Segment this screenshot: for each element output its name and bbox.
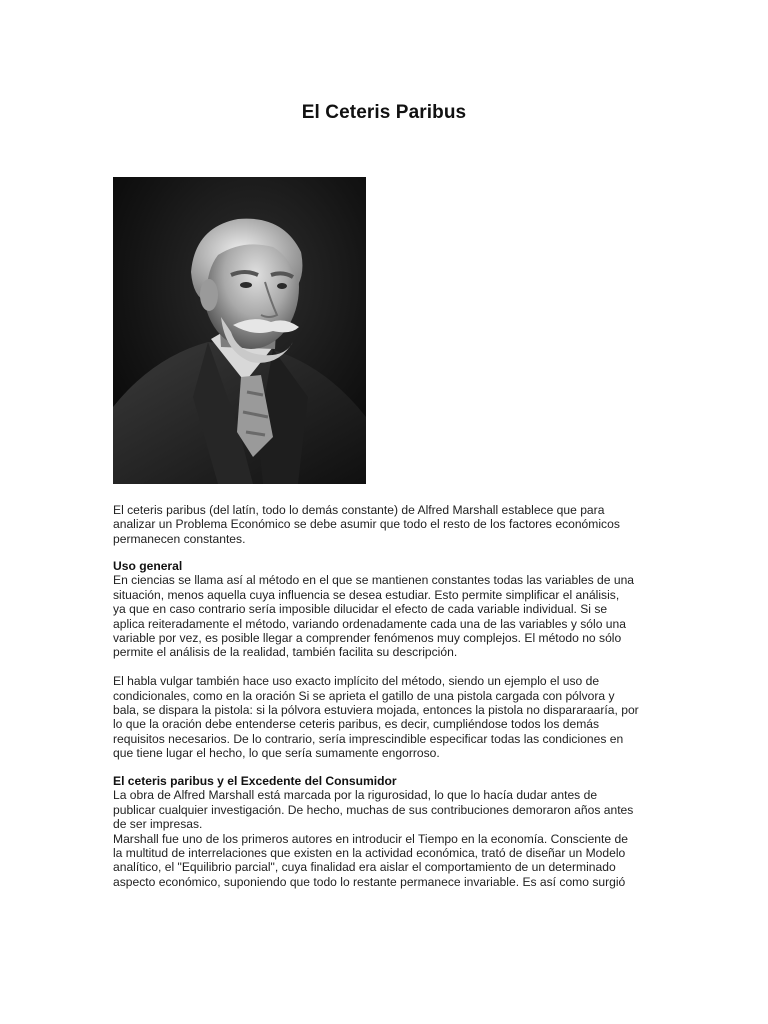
section-uso-general: [113, 559, 658, 761]
text-line: la multitud de interrelaciones que existen en la actividad económica, trató de diseñar un Modelo: [113, 846, 626, 861]
text-line: bala, se dispara la pistola: si la pólvora estuviera mojada, entonces la pistola no dispararaaría, por: [113, 703, 639, 718]
text-line: situación, menos aquella cuya influencia se desea estudiar. Esto permite simplificar el análisis,: [113, 587, 620, 602]
text-line: permanecen constantes.: [113, 531, 246, 546]
section-heading: Uso general: [113, 559, 183, 573]
text-line: aspecto económico, suponiendo que todo lo restante permanece invariable. Es así como surgió: [113, 874, 626, 889]
intro-paragraph: [113, 503, 658, 546]
text-line: requisitos necesarios. De lo contrario, sería imprescindible especificar todas las condiciones en: [113, 731, 624, 746]
text-line: El habla vulgar también hace uso exacto implícito del método, siendo un ejemplo el uso de: [113, 674, 600, 689]
section-excedente-consumidor: [113, 774, 658, 889]
document-title: El Ceteris Paribus: [301, 102, 467, 123]
text-line: aplica reiteradamente el método, variando ordenadamente cada una de las variables y sólo una: [113, 616, 626, 631]
text-line: analizar un Problema Económico se debe asumir que todo el resto de los factores económicos: [113, 517, 620, 532]
text-line: lo que la oración debe entenderse ceteris paribus, es decir, cumpliéndose todos los demás: [113, 717, 600, 732]
text-line: ya que en caso contrario sería imposible dilucidar el efecto de cada variable individual. Si se: [113, 602, 608, 617]
section-heading: El ceteris paribus y el Excedente del Consumidor: [113, 774, 397, 788]
text-line: Marshall fue uno de los primeros autores en introducir el Tiempo en la economía. Consciente de: [113, 831, 628, 846]
text-line: que tiene lugar el hecho, lo que sería sumamente engorroso.: [113, 746, 440, 761]
text-line: variable por vez, es posible llegar a comprender fenómenos muy complejos. El método no sólo: [113, 631, 622, 646]
text-line: permite el análisis de la realidad, también facilita su descripción.: [113, 645, 458, 660]
text-line: de ser impresas.: [113, 817, 203, 832]
text-line: La obra de Alfred Marshall está marcada por la rigurosidad, lo que lo hacía dudar antes de: [113, 788, 598, 803]
text-line: condicionales, como en la oración Si se aprieta el gatillo de una pistola cargada con pólvora y: [113, 688, 615, 703]
text-line: analítico, el "Equilibrio parcial", cuya finalidad era aislar el comportamiento de un determinado: [113, 860, 616, 875]
text-line: publicar cualquier investigación. De hecho, muchas de sus contribuciones demoraron años antes: [113, 802, 634, 817]
text-line: El ceteris paribus (del latín, todo lo demás constante) de Alfred Marshall establece que para: [113, 503, 605, 517]
text-line: En ciencias se llama así al método en el que se mantienen constantes todas las variables de una: [113, 573, 635, 588]
portrait-photo: [113, 177, 366, 484]
